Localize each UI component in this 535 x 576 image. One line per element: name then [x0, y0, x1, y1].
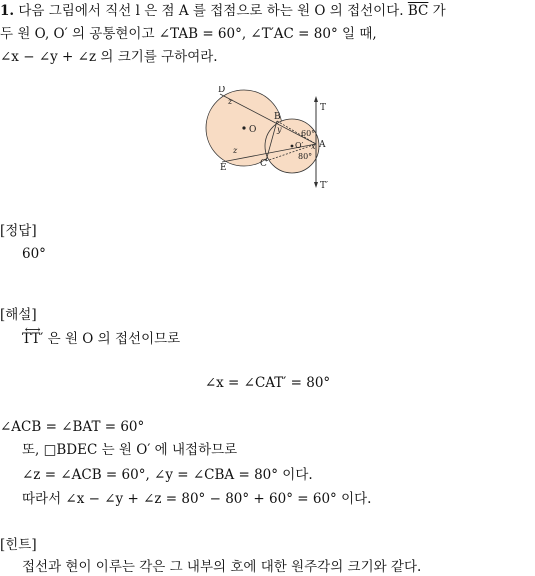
- hint-text: 접선과 현이 이루는 각은 그 내부의 호에 대한 원주각의 크기와 같다.: [22, 559, 422, 575]
- chord-bc: $\overline{BC}$: [407, 3, 429, 19]
- center-o-prime: [291, 145, 294, 148]
- solution-header: [해설]: [0, 307, 37, 323]
- tangent-arrow-up: [314, 96, 318, 102]
- problem-line-1: [0, 2, 446, 20]
- tangent-arrow-down: [314, 182, 318, 188]
- tangent-symbol: ⟷ TT′: [22, 330, 43, 348]
- label-c: C: [260, 159, 267, 169]
- label-t: T: [320, 103, 327, 113]
- label-o-prime: O′: [295, 141, 304, 150]
- solution-line-2: ∠ACB = ∠BAT = 60°: [0, 419, 145, 435]
- label-z-bottom: z: [233, 146, 238, 155]
- label-o: O: [249, 125, 257, 135]
- problem-line-2: 두 원 O, O′ 의 공통현이고 ∠TAB = 60°, ∠T′AC = 80° 일 때,: [0, 26, 377, 42]
- label-a: A: [319, 140, 326, 150]
- hint-header: [힌트]: [0, 537, 37, 553]
- solution-line-3: 또, □BDEC 는 원 O′ 에 내접하므로: [22, 442, 238, 458]
- solution-line-1: [22, 330, 180, 348]
- solution-line-5: 따라서 ∠x − ∠y + ∠z = 80° − 80° + 60° = 60° 이다.: [22, 491, 372, 507]
- label-60: 60°: [301, 129, 316, 138]
- label-z-top: z: [228, 97, 233, 106]
- answer-value: 60°: [22, 246, 46, 262]
- label-y: y: [277, 125, 282, 134]
- problem-line-3: ∠x − ∠y + ∠z 의 크기를 구하여라.: [0, 49, 218, 65]
- solution-line-4: ∠z = ∠ACB = 60°, ∠y = ∠CBA = 80° 이다.: [22, 467, 313, 483]
- problem-number: 1.: [0, 3, 15, 19]
- solution-text-1: 은 원 O 의 접선이므로: [47, 331, 181, 347]
- label-b: B: [274, 112, 281, 122]
- solution-equation: ∠x = ∠CAT′ = 80°: [204, 375, 331, 391]
- problem-text-1-tail: 가: [432, 3, 446, 19]
- label-e: E: [220, 163, 227, 173]
- problem-text-1: 다음 그림에서 직선 l 은 점 A 를 접점으로 하는 원 O 의 접선이다.: [18, 3, 404, 19]
- geometry-figure: [198, 86, 338, 192]
- label-t-prime: T′: [320, 181, 329, 191]
- label-d: D: [218, 86, 226, 95]
- label-x: x: [311, 142, 316, 151]
- label-80: 80°: [298, 152, 313, 161]
- answer-header: [정답]: [0, 223, 37, 239]
- center-o: [242, 126, 245, 129]
